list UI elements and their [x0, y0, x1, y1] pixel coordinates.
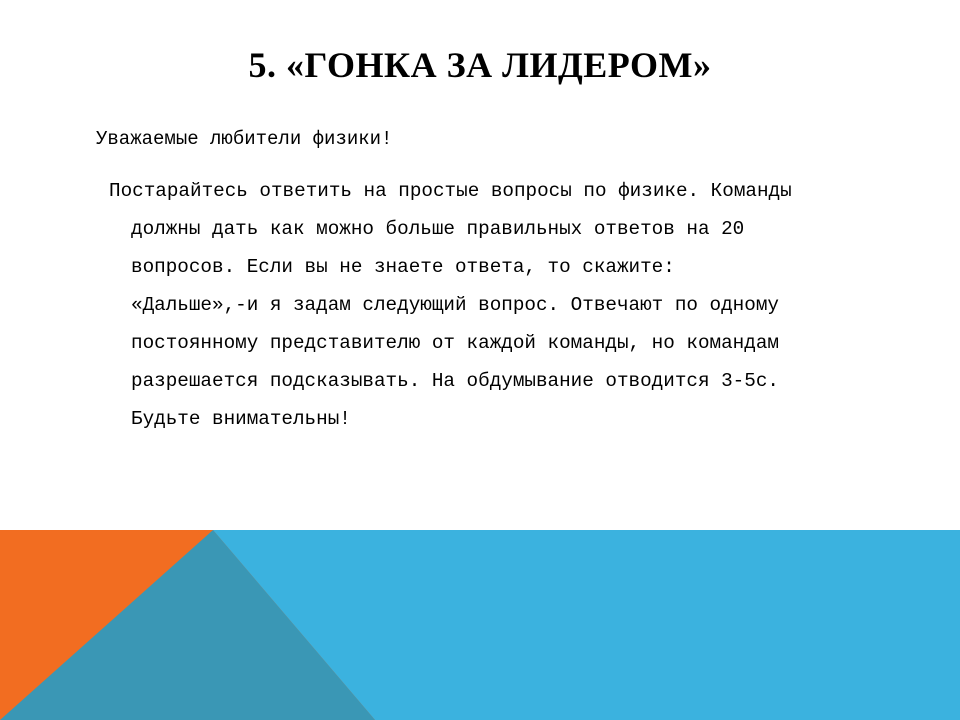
body-line: Будьте внимательны!: [131, 408, 351, 430]
slide-title: 5. «ГОНКА ЗА ЛИДЕРОМ»: [248, 45, 712, 85]
decorative-footer-band: [0, 530, 960, 720]
body-line: разрешается подсказывать. На обдумывание отводится 3-5с.: [131, 370, 779, 392]
body-line: «Дальше»,-и я задам следующий вопрос. Отвечают по одному: [131, 294, 779, 316]
body-line: вопросов. Если вы не знаете ответа, то скажите:: [131, 256, 675, 278]
body-line: постоянному представителю от каждой команды, но командам: [131, 332, 779, 354]
greeting-text: Уважаемые любители физики!: [96, 128, 393, 150]
body-line: должны дать как можно больше правильных ответов на 20: [131, 218, 745, 240]
body-paragraph: [109, 172, 931, 438]
body-line: Постарайтесь ответить на простые вопросы по физике. Команды: [109, 180, 792, 202]
